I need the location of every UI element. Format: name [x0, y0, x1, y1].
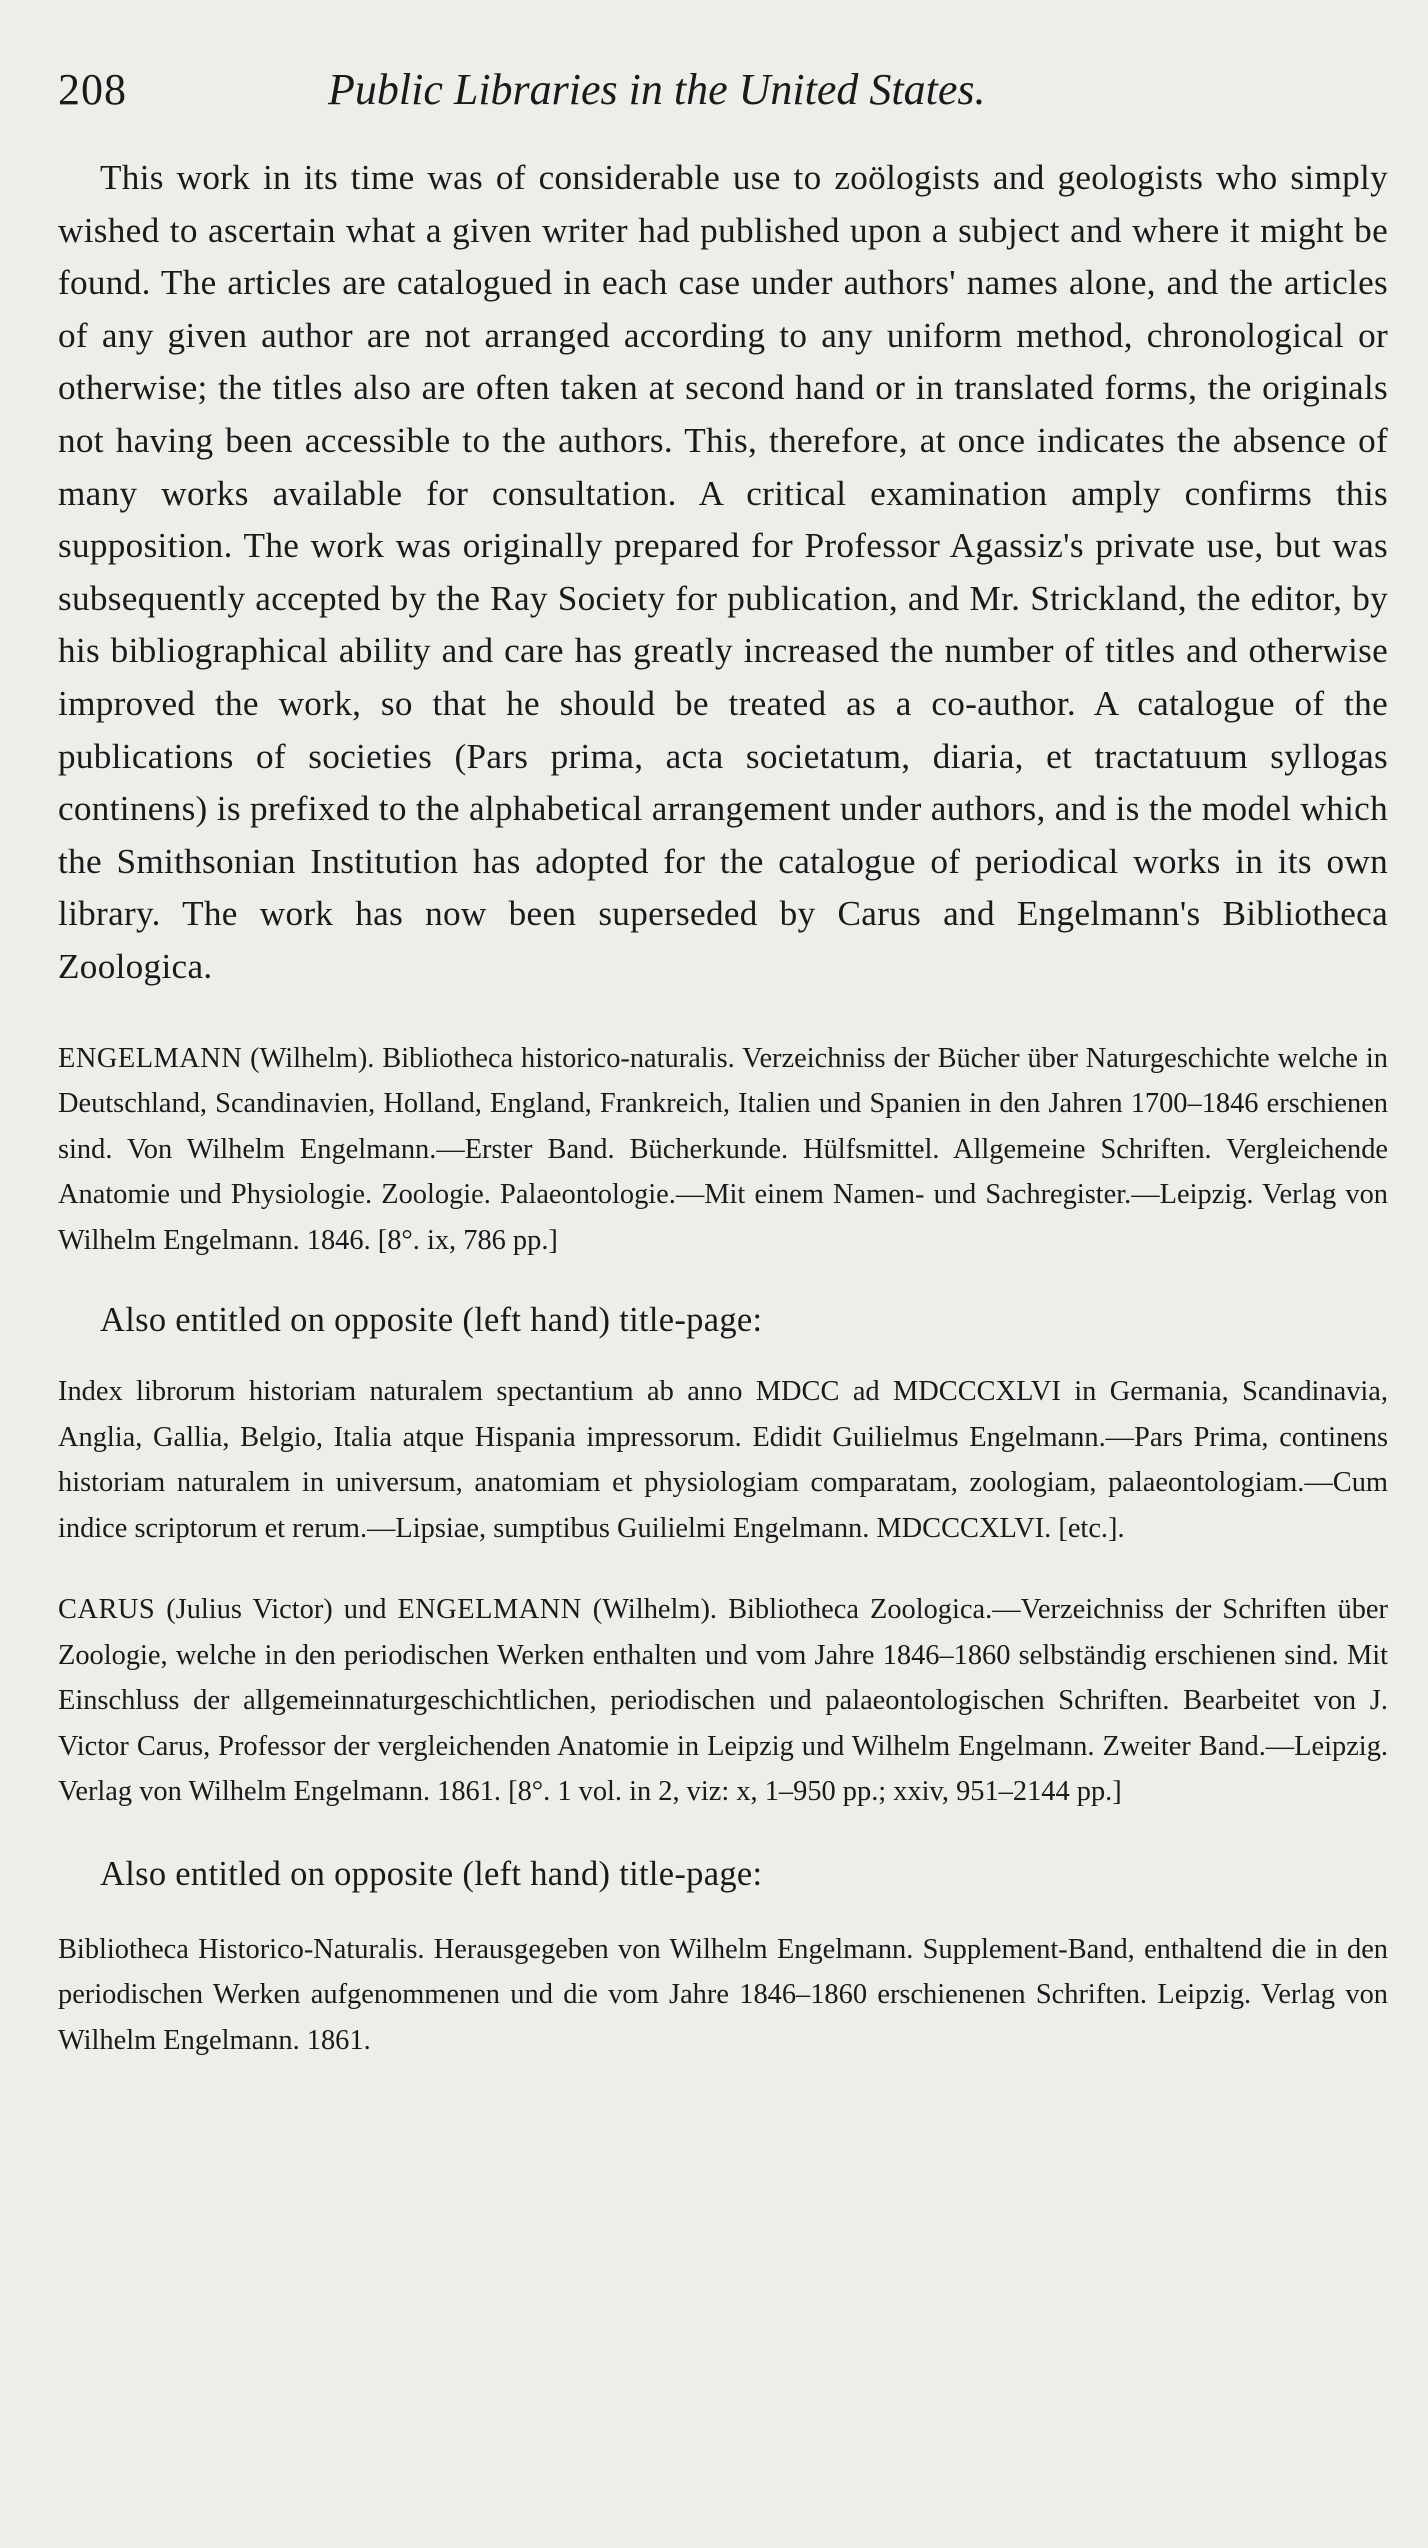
page-content [58, 60, 1388, 2063]
entry-text: (Wilhelm). Bibliotheca historico-naturalis. Verzeichniss der Bücher über Naturgeschichte welche in Deutschland, Scandinavien, Holland, England, Frankreich, Italien und Spanien in den Jahren 1700–1846 erschienen sind. Von Wilhelm Engelmann.—Erster Band. Bücherkunde. Hülfsmittel. Allgemeine Schriften. Vergleichende Anatomie und Physiologie. Zoologie. Palaeontologie.—Mit einem Namen- und Sachregister.—Leipzig. Verlag von Wilhelm Engelmann. 1846. [8°. ix, 786 pp.] [58, 1042, 1388, 1256]
entry-author: CARUS [58, 1594, 156, 1625]
entry-author: ENGELMANN [58, 1042, 243, 1074]
entry-author: ENGELMANN [397, 1594, 582, 1625]
entry-text: (Julius Victor) und [155, 1594, 398, 1625]
bibliography-entry-index-librorum [58, 1369, 1388, 1551]
running-title: Public Libraries in the United States. [328, 65, 986, 114]
running-header [58, 60, 1388, 120]
bibliography-entry-supplement [58, 1927, 1388, 2064]
bibliography-entry-carus [58, 1587, 1388, 1815]
entry-text: (Wilhelm). Bibliotheca Zoologica.—Verzeichniss der Schriften über Zoologie, welche in den periodischen Werken enthalten und vom Jahre 1846–1860 selbständig erschienen sind. Mit Einschluss der allgemeinnaturgeschichtlichen, periodischen und palaeontologischen Schriften. Bearbeitet von J. Victor Carus, Professor der vergleichenden Anatomie in Leipzig und Wilhelm Engelmann. Zweiter Band.—Leipzig. Verlag von Wilhelm Engelmann. 1861. [8°. 1 vol. in 2, viz: x, 1–950 pp.; xxiv, 951–2144 pp.] [58, 1594, 1388, 1807]
alternate-title-heading: Also entitled on opposite (left hand) title-page: [100, 1854, 763, 1893]
alternate-title-heading: Also entitled on opposite (left hand) title-page: [100, 1301, 763, 1339]
bibliography-entry-engelmann [58, 1036, 1388, 1264]
page-number: 208 [58, 65, 127, 114]
body-paragraph: This work in its time was of considerable use to zoölogists and geologists who simply wished to ascertain what a given writer had published upon a subject and where it might be found. The articles are catalogued in each case under authors' names alone, and the articles of any given author are not arranged according to any uniform method, chronological or otherwise; the titles also are often taken at second hand or in translated forms, the originals not having been accessible to the authors. This, therefore, at once indicates the absence of many works available for consultation. A critical examination amply confirms this supposition. The work was originally prepared for Professor Agassiz's private use, but was subsequently accepted by the Ray Society for publication, and Mr. Strickland, the editor, by his bibliographical ability and care has greatly increased the number of titles and otherwise improved the work, so that he should be treated as a co-author. A catalogue of the publications of societies (Pars prima, acta societatum, diaria, et tractatuum syllogas continens) is prefixed to the alphabetical arrangement under authors, and is the model which the Smithsonian Institution has adopted for the catalogue of periodical works in its own library. The work has now been superseded by Carus and Engelmann's Bibliotheca Zoologica. [58, 158, 1388, 986]
entry-text: Index librorum historiam naturalem spectantium ab anno MDCC ad MDCCCXLVI in Germania, Scandinavia, Anglia, Gallia, Belgio, Italia atque Hispania impressorum. Edidit Guilielmus Engelmann.—Pars Prima, continens historiam naturalem in universum, anatomiam et physiologiam comparatam, zoologiam, palaeontologiam.—Cum indice scriptorum et rerum.—Lipsiae, sumptibus Guilielmi Engelmann. MDCCCXLVI. [etc.]. [58, 1376, 1388, 1544]
entry-text: Bibliotheca Historico-Naturalis. Herausgegeben von Wilhelm Engelmann. Supplement-Band, enthaltend die in den periodischen Werken aufgenommenen und die vom Jahre 1846–1860 erschienenen Schriften. Leipzig. Verlag von Wilhelm Engelmann. 1861. [58, 1933, 1388, 2056]
